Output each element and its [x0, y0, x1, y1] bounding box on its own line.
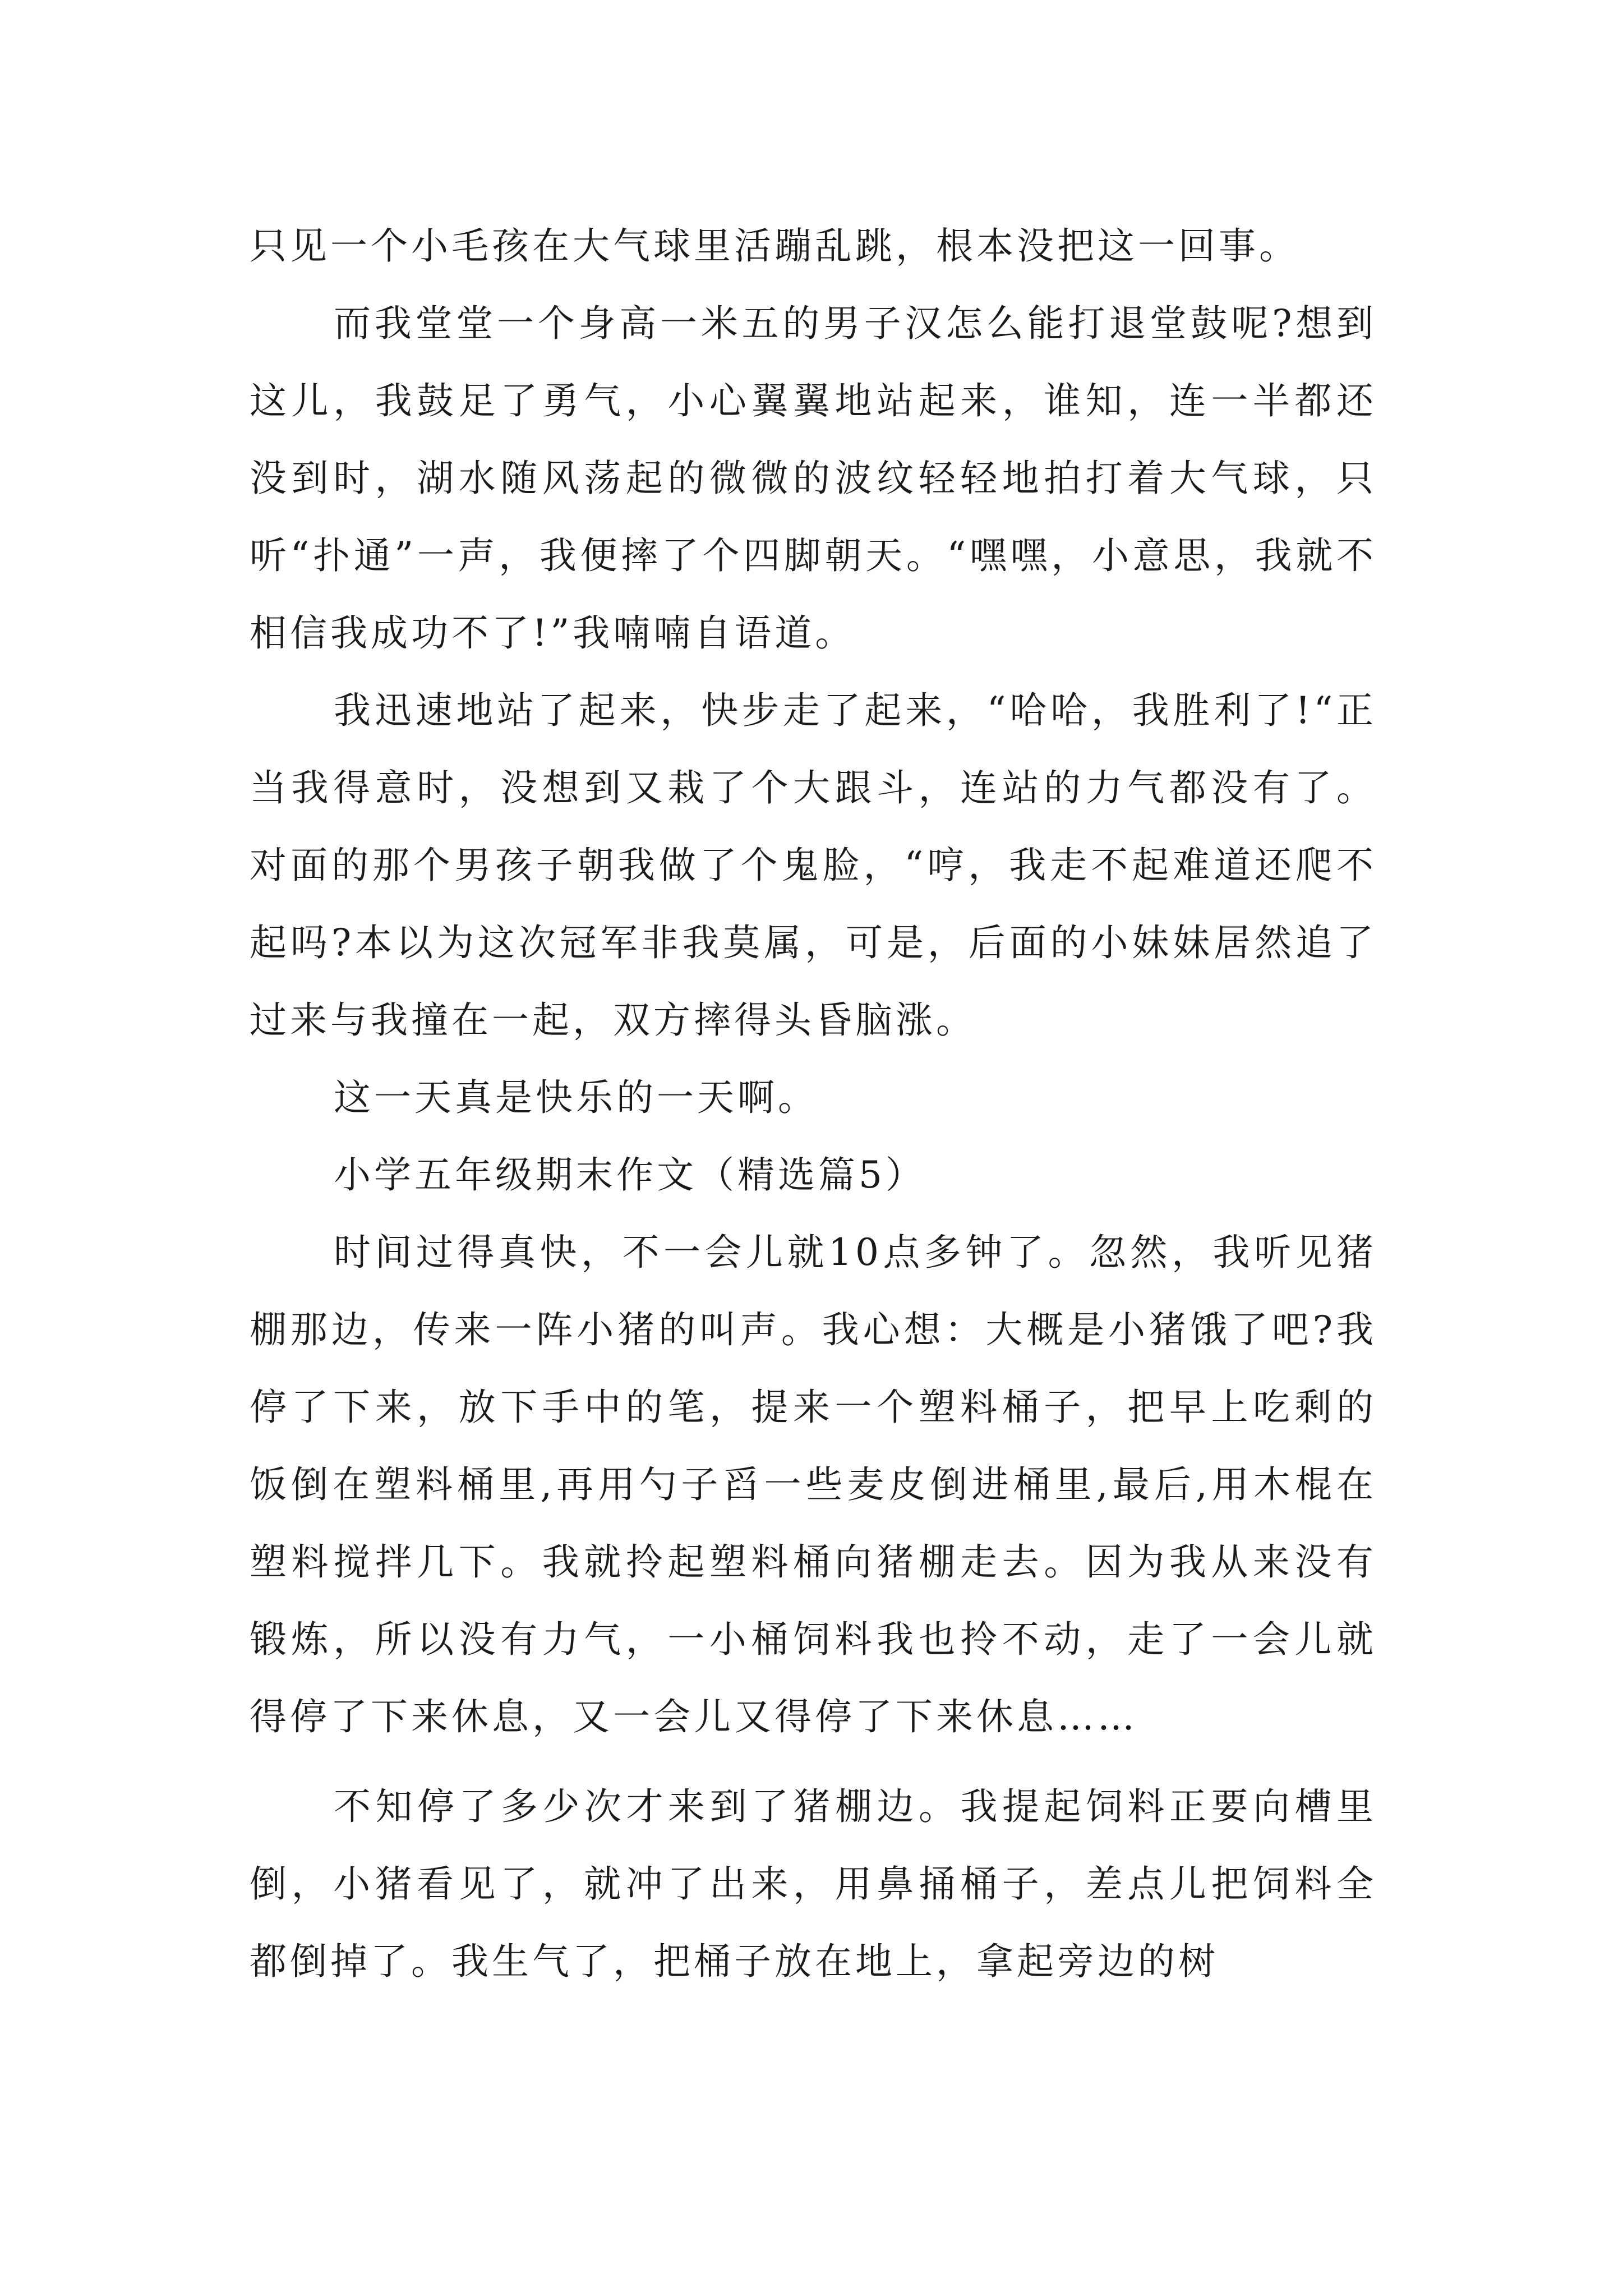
paragraph-4: 这一天真是快乐的一天啊。	[334, 1076, 818, 1119]
document-body	[250, 208, 1377, 2000]
paragraph-1: 只见一个小毛孩在大气球里活蹦乱跳，根本没把这一回事。	[250, 224, 1299, 268]
paragraph-3: 我迅速地站了起来，快步走了起来，“哈哈，我胜利了!“正当我得意时，没想到又栽了个大跟斗，连站的力气都没有了。对面的那个男孩子朝我做了个鬼脸，“哼，我走不起难道还爬不起吗?本以为这次冠军非我莫属，可是，后面的小妹妹居然追了过来与我撞在一起，双方摔得头昏脑涨。	[250, 689, 1377, 1042]
paragraph-5: 时间过得真快，不一会儿就10点多钟了。忽然，我听见猪棚那边，传来一阵小猪的叫声。我心想：大概是小猪饿了吧?我停了下来，放下手中的笔，提来一个塑料桶子，把早上吃剩的饭倒在塑料桶里,再用勺子舀一些麦皮倒进桶里,最后,用木棍在塑料搅拌几下。我就拎起塑料桶向猪棚走去。因为我从来没有锻炼，所以没有力气，一小桶饲料我也拎不动，走了一会儿就得停了下来休息，又一会儿又得停了下来休息……	[250, 1231, 1377, 1738]
section-heading: 小学五年级期末作文（精选篇5）	[334, 1153, 926, 1197]
paragraph-gap	[250, 1756, 1377, 1768]
paragraph-6: 不知停了多少次才来到了猪棚边。我提起饲料正要向槽里倒，小猪看见了，就冲了出来，用鼻捅桶子，差点儿把饲料全都倒掉了。我生气了，把桶子放在地上，拿起旁边的树	[250, 1785, 1377, 1983]
paragraph-2: 而我堂堂一个身高一米五的男子汉怎么能打退堂鼓呢?想到这儿，我鼓足了勇气，小心翼翼地站起来，谁知，连一半都还没到时，湖水随风荡起的微微的波纹轻轻地拍打着大气球，只听“扑通”一声，我便摔了个四脚朝天。“嘿嘿，小意思，我就不相信我成功不了!”我喃喃自语道。	[250, 302, 1377, 655]
